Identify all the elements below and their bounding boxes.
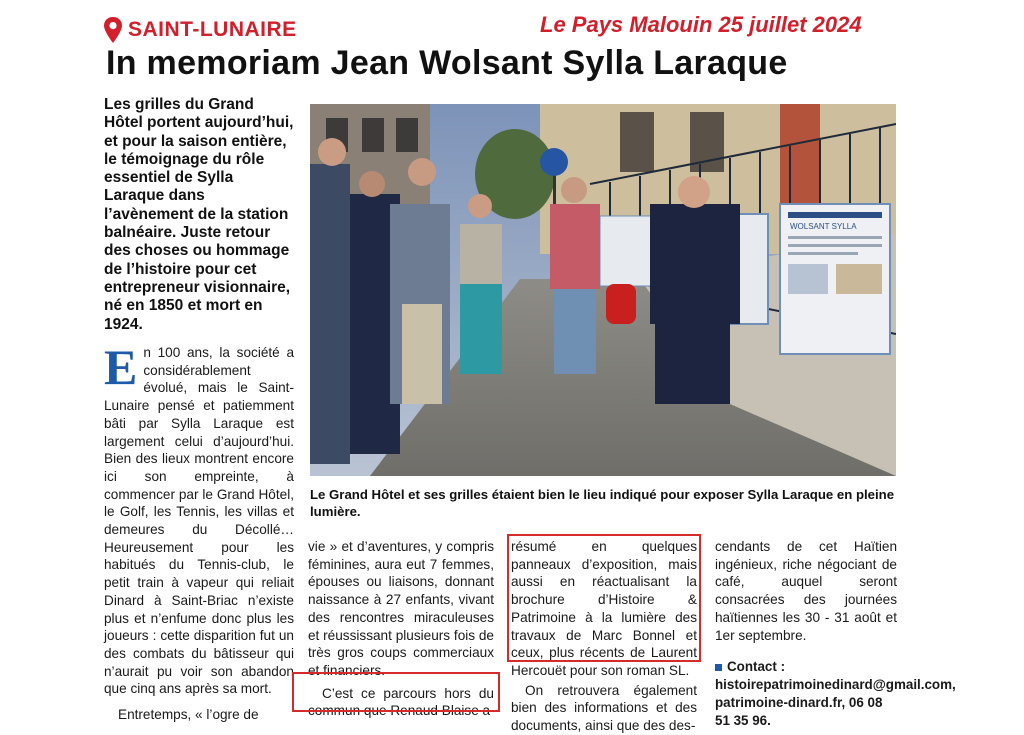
highlight-box bbox=[507, 534, 701, 662]
source-line: Le Pays Malouin 25 juillet 2024 bbox=[540, 12, 862, 37]
town-label: SAINT-LUNAIRE bbox=[128, 18, 297, 41]
photo-caption: Le Grand Hôtel et ses grilles étaient bien le lieu indiqué pour exposer Sylla Laraque en pleine lumière. bbox=[310, 487, 895, 519]
panel-title: WOLSANT SYLLA bbox=[790, 222, 857, 231]
paragraph: Entretemps, « l’ogre de bbox=[118, 707, 259, 723]
paragraph: résumé en quelques panneaux d’exposition, mais aussi en réactualisant la brochure d’Histoire & Patrimoine à la lumière des travaux de Marc Bonnel et ceux, plus récents de Laurent Hercouët pour son roman SL. bbox=[511, 539, 697, 678]
paragraph: On retrouvera également bien des informations et des documents, ainsi que des des- bbox=[511, 682, 697, 734]
paragraph: C’est ce parcours hors du commun que Renaud Blaise a bbox=[308, 685, 494, 719]
photo-illustration bbox=[310, 104, 896, 476]
location-pin-icon bbox=[104, 17, 122, 43]
body-column-4 bbox=[715, 538, 956, 730]
contact-info: Contact : histoirepatrimoinedinard@gmail.com, patrimoine-dinard.fr, 06 08 51 35 96. bbox=[715, 659, 956, 729]
paragraph: n 100 ans, la société a considérablement évolué, mais le Saint-Lunaire pensé et patiemment bâti par Sylla Laraque est largement celui d’aujourd’hui. Bien des lieux montrent encore ici son empreinte, à commencer par le Grand Hôtel, le Golf, les Tennis, les villas et demeures du Décollé… Heureusement pour les habitués du Tennis-club, le petit train à vapeur qui reliait Dinard à Saint-Briac n’existe plus et n’enfume donc plus les joueurs : cette disparition fut un des combats du bâtisseur qui n’aurait pu voir son abandon que cinq ans après sa mort. bbox=[104, 345, 294, 697]
section-header bbox=[104, 17, 297, 43]
headline: In memoriam Jean Wolsant Sylla Laraque bbox=[106, 44, 788, 82]
article-photo bbox=[310, 104, 896, 476]
body-column-1 bbox=[104, 339, 294, 724]
paragraph: vie » et d’aventures, y compris féminines, aura eut 7 femmes, épouses ou liaisons, donnant naissance à 27 enfants, vivant des rencontres miraculeuses et réussissant plusieurs fois de très gros coups commerciaux et financiers. bbox=[308, 539, 494, 678]
paragraph: cendants de cet Haïtien ingénieux, riche négociant de café, auquel seront consacrées des journées haïtiennes les 30 - 31 août et 1er septembre. bbox=[715, 539, 897, 643]
drop-cap: E bbox=[104, 339, 138, 395]
highlight-box bbox=[292, 672, 500, 712]
bullet-square-icon bbox=[715, 664, 722, 671]
lead-paragraph: Les grilles du Grand Hôtel portent aujourd’hui, et pour la saison entière, le témoignage du rôle essentiel de Sylla Laraque dans l’avènement de la station balnéaire. Juste retour des choses ou hommage de l’histoire pour cet entrepreneur visionnaire, né en 1850 et mort en 1924. bbox=[104, 96, 294, 333]
